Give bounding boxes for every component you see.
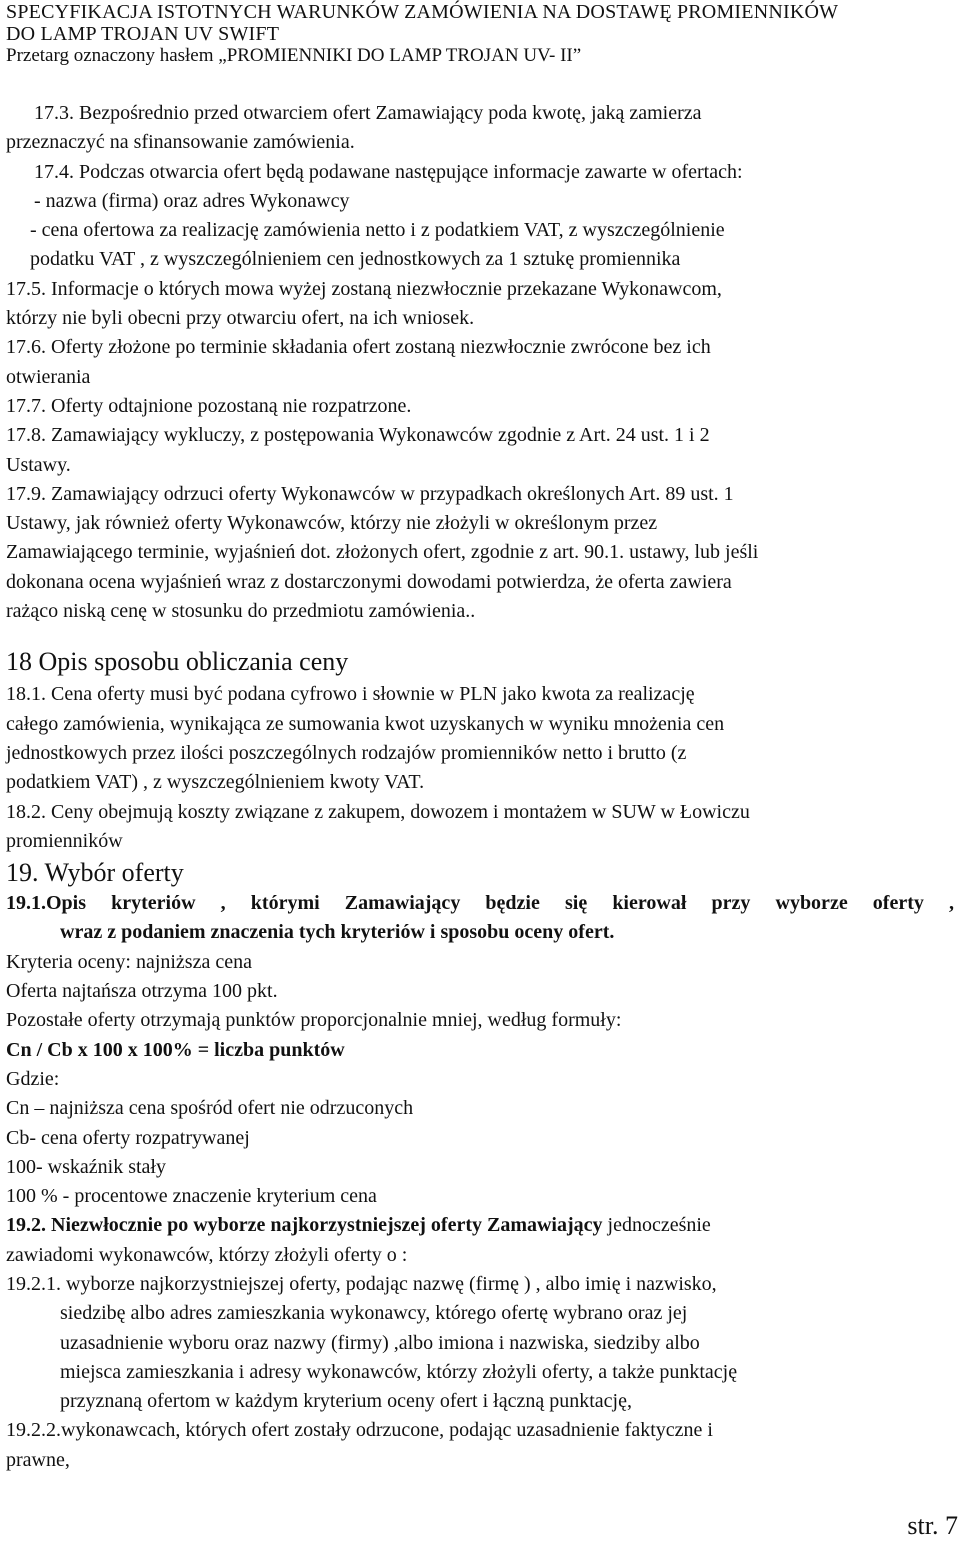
list-item-price-line1: - cena ofertowa za realizację zamówienia netto i z podatkiem VAT, z wyszczególnienie (30, 219, 725, 242)
header-title-line2: DO LAMP TROJAN UV SWIFT (6, 23, 280, 45)
paragraph-17-6-line2: otwierania (6, 365, 91, 388)
section-18-heading: 18 Opis sposobu obliczania ceny (6, 647, 349, 677)
cheapest-offer-line: Oferta najtańsza otrzyma 100 pkt. (6, 980, 278, 1003)
where-label: Gdzie: (6, 1067, 60, 1090)
paragraph-18-1-line4: podatkiem VAT) , z wyszczególnieniem kwoty VAT. (6, 771, 425, 794)
section-19-heading: 19. Wybór oferty (6, 858, 184, 888)
header-title-line1: SPECYFIKACJA ISTOTNYCH WARUNKÓW ZAMÓWIENIA NA DOSTAWĘ PROMIENNIKÓW (6, 1, 839, 23)
paragraph-18-1-line2: całego zamówienia, wynikająca ze sumowania kwot uzyskanych w wyniku mnożenia cen (6, 712, 725, 735)
paragraph-17-9-line5: rażąco niską cenę w stosunku do przedmiotu zamówienia.. (6, 600, 476, 623)
list-item-name-address: - nazwa (firma) oraz adres Wykonawcy (34, 189, 350, 212)
paragraph-17-3-line2: przeznaczyć na sfinansowanie zamówienia. (6, 131, 355, 154)
paragraph-17-7: 17.7. Oferty odtajnione pozostaną nie rozpatrzone. (6, 394, 412, 417)
list-item-price-line2: podatku VAT , z wyszczególnieniem cen jednostkowych za 1 sztukę promiennika (30, 248, 681, 271)
paragraph-19-2-bold: 19.2. Niezwłocznie po wyborze najkorzystniejszej oferty Zamawiający (6, 1214, 603, 1237)
paragraph-18-1-line3: jednostkowych przez ilości poszczególnych rodzajów promienników netto i brutto (z (6, 741, 687, 764)
paragraph-17-8-line2: Ustawy. (6, 453, 71, 476)
definition-percent: 100 % - procentowe znaczenie kryterium cena (6, 1185, 377, 1208)
paragraph-17-6-line1: 17.6. Oferty złożone po terminie składania ofert zostaną niezwłocznie zwrócone bez ich (6, 336, 711, 359)
document-header (6, 1, 838, 67)
paragraph-19-2-line2: zawiadomi wykonawców, którzy złożyli oferty o : (6, 1243, 408, 1266)
section-19 (6, 856, 954, 1475)
paragraph-19-1-line2: wraz z podaniem znaczenia tych kryteriów i sposobu oceny ofert. (60, 921, 615, 944)
paragraph-17-3-line1: 17.3. Bezpośrednio przed otwarciem ofert Zamawiający poda kwotę, jaką zamierza (34, 102, 702, 124)
other-offers-line: Pozostałe oferty otrzymają punktów proporcjonalnie mniej, według formuły: (6, 1009, 622, 1032)
criteria-line: Kryteria oceny: najniższa cena (6, 950, 252, 973)
paragraph-19-2-2-line2: prawne, (6, 1448, 70, 1471)
definition-cn: Cn – najniższa cena spośród ofert nie odrzuconych (6, 1097, 414, 1120)
definition-cb: Cb- cena oferty rozpatrywanej (6, 1126, 250, 1149)
paragraph-19-2-1-line2: siedzibę albo adres zamieszkania wykonawcy, którego ofertę wybrano oraz jej (60, 1302, 688, 1325)
section-17 (6, 99, 954, 626)
paragraph-17-9-line2: Ustawy, jak również oferty Wykonawców, którzy nie złożyli w określonym przez (6, 512, 658, 535)
paragraph-19-1-line1: 19.1.Opis kryteriów , którymi Zamawiający będzie się kierował przy wyborze oferty , (6, 892, 954, 915)
page-number: str. 7 (907, 1511, 958, 1540)
paragraph-17-5-line1: 17.5. Informacje o których mowa wyżej zostaną niezwłocznie przekazane Wykonawcom, (6, 277, 722, 300)
paragraph-18-2-line1: 18.2. Ceny obejmują koszty związane z zakupem, dowozem i montażem w SUW w Łowiczu (6, 800, 750, 823)
paragraph-18-1-line1: 18.1. Cena oferty musi być podana cyfrowo i słownie w PLN jako kwota za realizację (6, 683, 695, 706)
paragraph-19-2-1-line3: uzasadnienie wyboru oraz nazwy (firmy) ,albo imiona i nazwiska, siedziby albo (60, 1331, 700, 1354)
section-18 (6, 646, 954, 856)
paragraph-17-9-line4: dokonana ocena wyjaśnień wraz z dostarczonymi dowodami potwierdza, że oferta zawiera (6, 570, 732, 593)
document-body (6, 99, 954, 1475)
definition-100: 100- wskaźnik stały (6, 1155, 166, 1178)
header-tender-name: Przetarg oznaczony hasłem „PROMIENNIKI DO LAMP TROJAN UV- II” (6, 45, 582, 66)
paragraph-19-2-rest: jednocześnie (602, 1214, 711, 1237)
paragraph-17-5-line2: którzy nie byli obecni przy otwarciu ofert, na ich wniosek. (6, 307, 475, 330)
paragraph-19-2-line1 (6, 1211, 954, 1240)
paragraph-19-2-2-line1: 19.2.2.wykonawcach, których ofert zostały odrzucone, podając uzasadnienie faktyczne i (6, 1419, 713, 1442)
scoring-formula: Cn / Cb x 100 x 100% = liczba punktów (6, 1038, 345, 1061)
paragraph-17-4-line1: 17.4. Podczas otwarcia ofert będą podawane następujące informacje zawarte w ofertach: (34, 160, 743, 183)
paragraph-17-8-line1: 17.8. Zamawiający wykluczy, z postępowania Wykonawców zgodnie z Art. 24 ust. 1 i 2 (6, 424, 710, 447)
paragraph-19-2-1-line4: miejsca zamieszkania i adresy wykonawców, którzy złożyli oferty, a także punktację (60, 1360, 738, 1383)
paragraph-18-2-line2: promienników (6, 829, 123, 852)
paragraph-19-2-1-line5: przyznaną ofertom w każdym kryterium oceny ofert i łączną punktację, (60, 1390, 632, 1413)
paragraph-17-9-line3: Zamawiającego terminie, wyjaśnień dot. złożonych ofert, zgodnie z art. 90.1. ustawy, lub jeśli (6, 541, 759, 564)
paragraph-17-9-line1: 17.9. Zamawiający odrzuci oferty Wykonawców w przypadkach określonych Art. 89 ust. 1 (6, 482, 734, 505)
paragraph-19-2-1-line1: 19.2.1. wyborze najkorzystniejszej oferty, podając nazwę (firmę ) , albo imię i nazwisko, (6, 1272, 717, 1295)
